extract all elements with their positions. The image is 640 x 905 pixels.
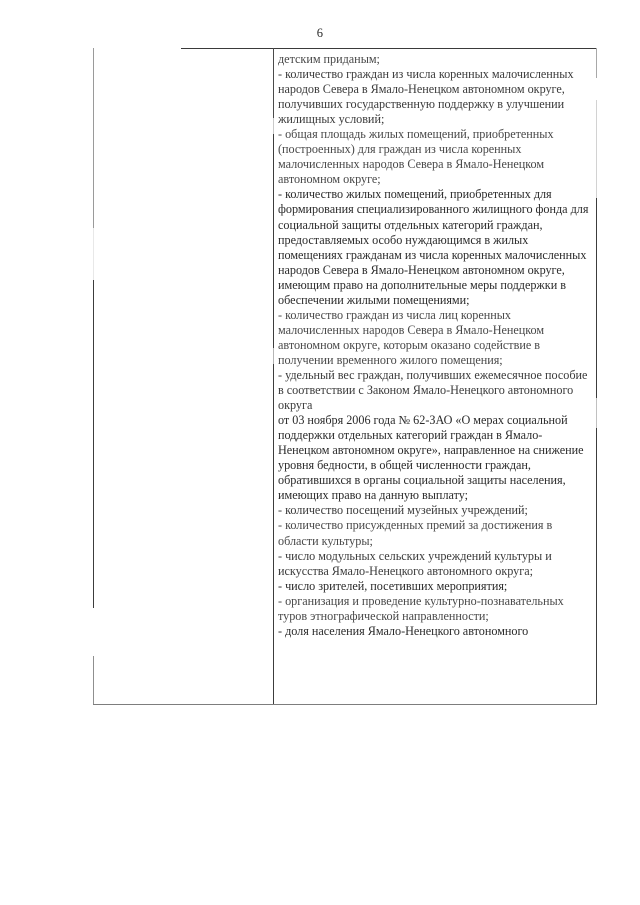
- table-cell-left: [94, 48, 273, 705]
- list-item: - доля населения Ямало-Ненецкого автономного: [278, 623, 529, 638]
- list-item: - число зрителей, посетивших мероприятия;: [278, 578, 508, 593]
- list-item: - организация и проведение культурно-познавательных туров этнографической направленности;: [278, 593, 564, 623]
- list-item: - число модульных сельских учреждений культуры и искусства Ямало-Ненецкого автономного округа;: [278, 548, 552, 578]
- list-item: - количество посещений музейных учреждений;: [278, 503, 528, 518]
- list-item: - количество граждан из числа коренных малочисленных народов Севера в Ямало-Ненецком автономном округе, получивших государственную поддержку в улучшении жилищных условий;: [278, 67, 574, 127]
- table-border-right: [596, 48, 597, 705]
- list-item: - количество граждан из числа лиц коренных малочисленных народов Севера в Ямало-Ненецком автономном округе, которым оказано содействие в получении временного жилого помещения;: [278, 307, 545, 367]
- list-item: - удельный вес граждан, получивших ежемесячное пособие в соответствии с Законом Ямало-Ненецкого автономного округа: [278, 367, 588, 413]
- table-cell-right: [274, 48, 596, 705]
- list-item: - общая площадь жилых помещений, приобретенных (построенных) для граждан из числа коренных малочисленных народов Севера в Ямало-Ненецком автономном округе;: [278, 127, 554, 187]
- list-item: детским приданым;: [278, 52, 380, 66]
- list-item: от 03 ноября 2006 года № 62-ЗАО «О мерах социальной поддержки отдельных категорий граждан в Ямало-Ненецком автономном округе», направленное на снижение уровня бедности, в общей численности граждан, обратившихся в органы социальной защиты населения, имеющих право на данную выплату;: [278, 413, 584, 503]
- page-number: 6: [316, 26, 324, 40]
- indicator-list: [278, 52, 592, 639]
- list-item: - количество жилых помещений, приобретенных для формирования специализированного жилищного фонда для социальной защиты отдельных категорий граждан, предоставляемых особо нуждающимся в жилых помещениях гражданам из числа коренных малочисленных народов Севера в Ямало-Ненецком автономном округе, имеющим право на дополнительные меры поддержки в обеспечении жилыми помещениями;: [278, 187, 589, 307]
- list-item: - количество присужденных премий за достижения в области культуры;: [278, 518, 553, 548]
- document-table: [93, 48, 597, 705]
